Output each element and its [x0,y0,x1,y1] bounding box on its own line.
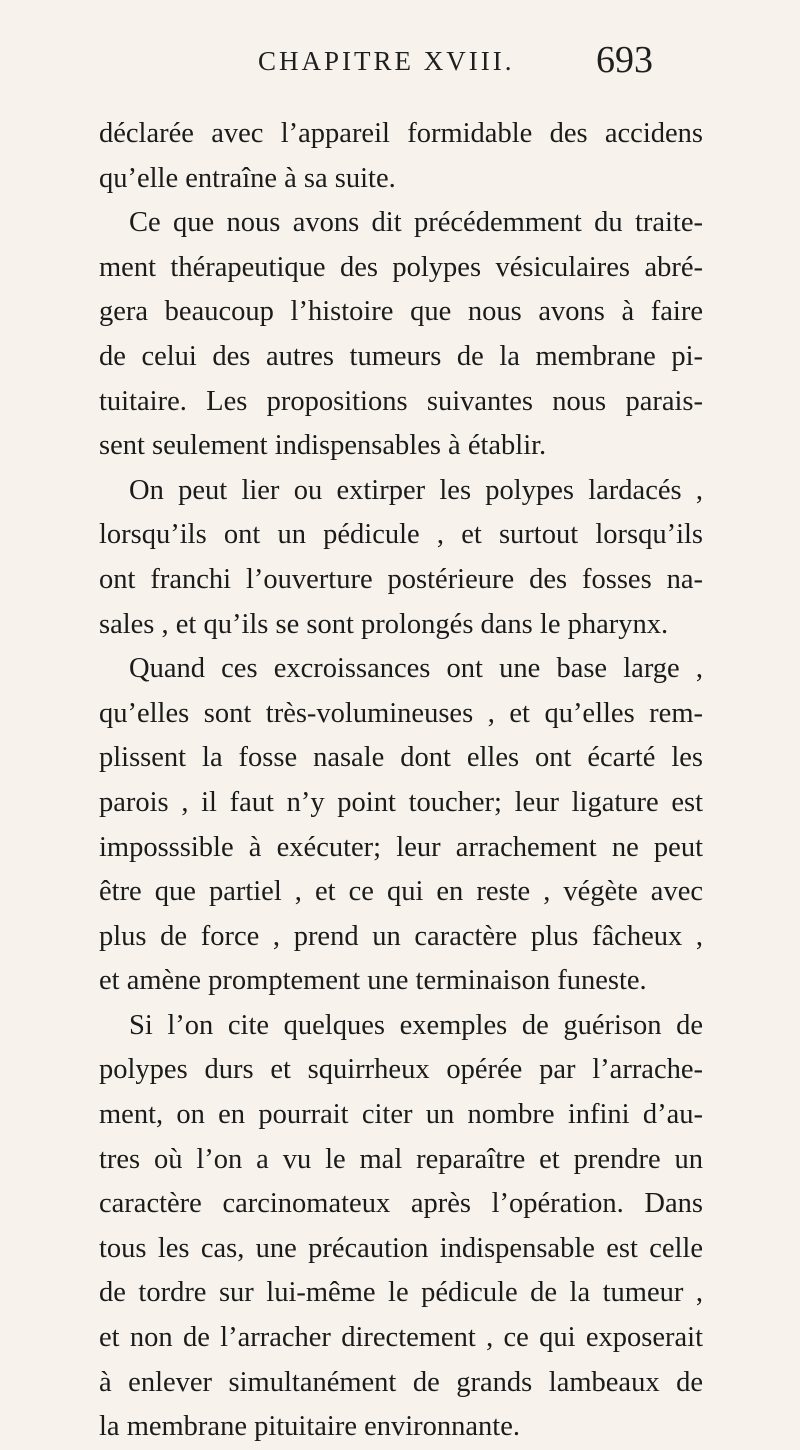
body-text [99,112,703,1450]
text-line: parois , il faut n’y point toucher; leur ligature est [99,786,703,818]
page-number: 693 [596,39,653,81]
text-line: tres où l’on a vu le mal reparaître et prendre un [99,1143,703,1175]
text-line: la membrane pituitaire environnante. [99,1411,521,1443]
text-line: qu’elle entraîne à sa suite. [99,162,396,194]
text-line: ment thérapeutique des polypes vésiculaires abré- [99,251,703,283]
page-header [0,38,800,88]
text-line: plus de force , prend un caractère plus fâcheux , [99,920,703,952]
text-line: sales , et qu’ils se sont prolongés dans le pharynx. [99,608,669,640]
text-line: de tordre sur lui-même le pédicule de la tumeur , [99,1277,703,1309]
text-line: caractère carcinomateux après l’opération. Dans [99,1188,703,1220]
text-line: On peut lier ou extirper les polypes lardacés , [129,474,703,506]
text-line: ont franchi l’ouverture postérieure des fosses na- [99,563,703,595]
text-line: tuitaire. Les propositions suivantes nous parais- [99,385,703,417]
text-line: gera beaucoup l’histoire que nous avons à faire [99,296,703,328]
text-line: de celui des autres tumeurs de la membrane pi- [99,340,703,372]
text-line: qu’elles sont très-volumineuses , et qu’elles rem- [99,697,703,729]
text-line: être que partiel , et ce qui en reste , végète avec [99,876,703,908]
text-line: Quand ces excroissances ont une base large , [129,653,703,685]
text-line: polypes durs et squirrheux opérée par l’arrache- [99,1054,703,1086]
running-head: CHAPITRE XVIII. [258,46,515,76]
text-line: à enlever simultanément de grands lambeaux de [99,1366,703,1398]
text-line: ment, on en pourrait citer un nombre infini d’au- [99,1099,703,1131]
text-line: sent seulement indispensables à établir. [99,430,547,462]
text-line: déclarée avec l’appareil formidable des accidens [99,118,703,149]
text-line: imposssible à exécuter; leur arrachement ne peut [99,831,703,863]
text-line: tous les cas, une précaution indispensable est celle [99,1232,703,1264]
text-line: et non de l’arracher directement , ce qui exposerait [99,1322,703,1354]
text-line: et amène promptement une terminaison funeste. [99,965,647,997]
text-line: plissent la fosse nasale dont elles ont écarté les [99,742,703,774]
text-line: lorsqu’ils ont un pédicule , et surtout lorsqu’ils [99,519,703,551]
text-line: Ce que nous avons dit précédemment du traite- [129,207,703,239]
text-line: Si l’on cite quelques exemples de guérison de [129,1009,703,1041]
